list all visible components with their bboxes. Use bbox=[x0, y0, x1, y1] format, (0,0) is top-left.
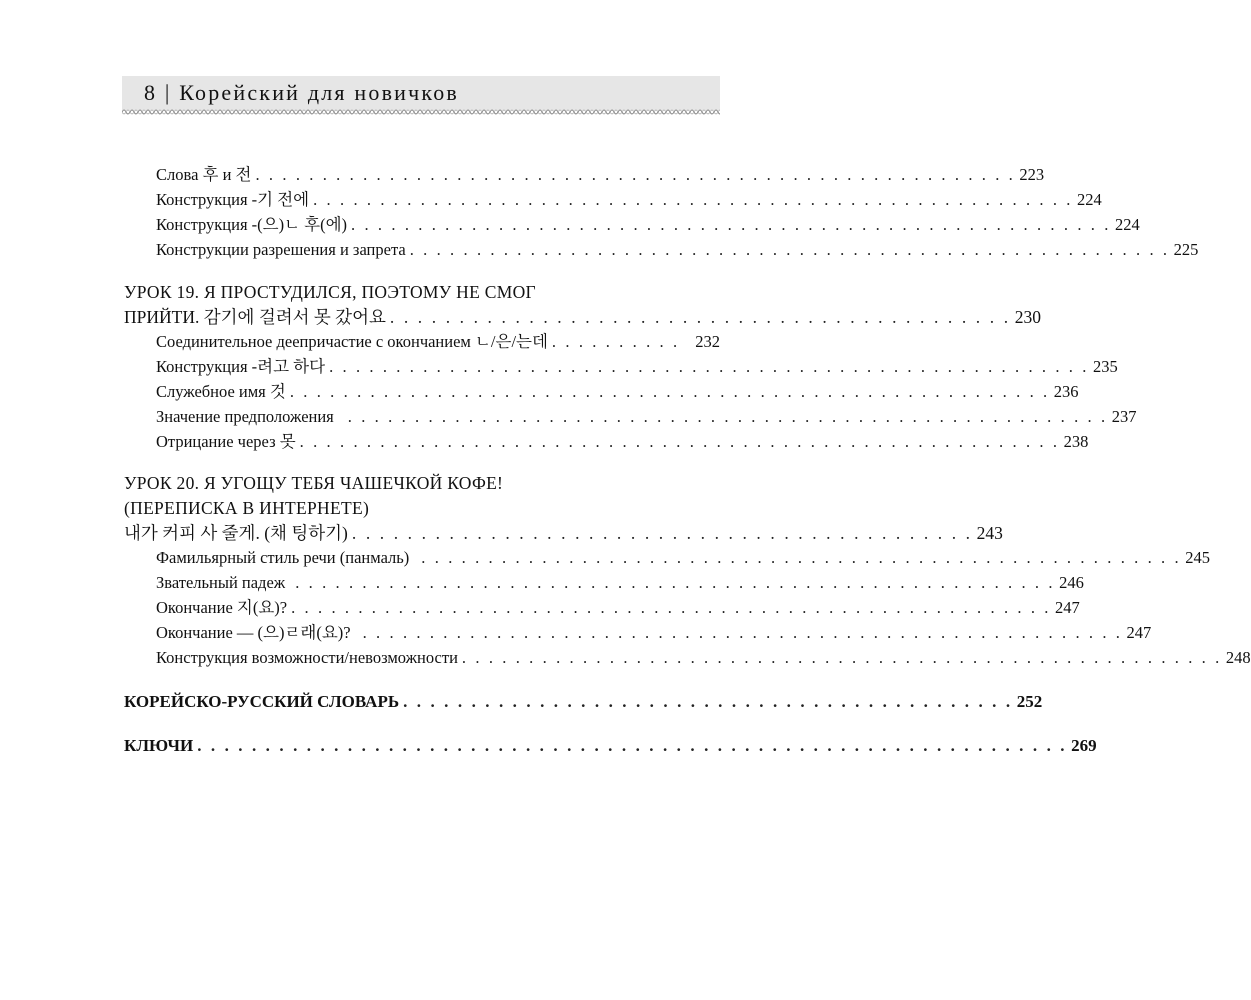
toc-entry bbox=[156, 331, 720, 353]
toc-entry-page: 237 bbox=[1111, 407, 1137, 426]
toc-leader-dots: . . . . . . . . . . . . . . . . . . . . . . . . . . . . . . . . . . . . . . . . . . . . . bbox=[351, 523, 973, 543]
toc-leader-dots: . . . . . . . . . . . . . . . . . . . . . . . . . . . . . . . . . . . . . . . . . . . . . . . . . . . . . . . . . bbox=[421, 548, 1182, 567]
toc-entry bbox=[156, 622, 1152, 644]
toc-entry-page: 245 bbox=[1185, 548, 1210, 567]
toc-entry-label: Фамильярный стиль речи (панмаль) bbox=[156, 548, 410, 567]
toc-entry-page: 238 bbox=[1063, 432, 1089, 451]
toc-leader-dots: . . . . . . . . . . . . . . . . . . . . . . . . . . . . . . . . . . . . . . . . . . . . . . . . . . . . . . . . . bbox=[313, 190, 1074, 209]
toc-leader-dots: . . . . . . . . . . . . . . . . . . . . . . . . . . . . . . . . . . . . . . . . . . . . . bbox=[389, 307, 1011, 327]
toc-entry-page: 248 bbox=[1225, 648, 1251, 667]
toc-entry bbox=[156, 356, 1118, 378]
toc-entry bbox=[156, 572, 1084, 594]
toc-entry-label: Звательный падеж bbox=[156, 573, 286, 592]
toc-keys-entry bbox=[124, 735, 1097, 757]
toc-entry-label: Конструкция возможности/невозможности bbox=[156, 648, 458, 667]
toc-leader-dots: . . . . . . . . . . . . . . . . . . . . . . . . . . . . . . . . . . . . . . . . . . . . . . . . . . . . . . . . . bbox=[299, 432, 1060, 451]
toc-entry bbox=[156, 597, 1080, 619]
toc-entry-label: Отрицание через 못 bbox=[156, 432, 296, 451]
toc-leader-dots: . . . . . . . . . . . . . . . . . . . . . . . . . . . . . . . . . . . . . . . . . . . . . . . . . . . . . . . . . bbox=[295, 573, 1056, 592]
toc-lesson-entry bbox=[124, 521, 1003, 545]
header-page-number: 8 bbox=[144, 80, 158, 105]
toc-leader-dots: . . . . . . . . . . bbox=[551, 332, 680, 351]
toc-entry-page: 243 bbox=[976, 523, 1003, 543]
toc-entry-label: Соединительное деепричастие с окончанием ㄴ/은/는데 bbox=[156, 332, 548, 351]
toc-leader-dots: . . . . . . . . . . . . . . . . . . . . . . . . . . . . . . . . . . . . . . . . . . . . . . . . . . . . . . . . . bbox=[362, 623, 1123, 642]
header-separator: | bbox=[164, 80, 172, 105]
toc-entry-page: 223 bbox=[1019, 165, 1045, 184]
toc-leader-dots: . . . . . . . . . . . . . . . . . . . . . . . . . . . . . . . . . . . . . . . . . . . . . . . . . . . . . . . . . bbox=[351, 215, 1111, 234]
toc-entry bbox=[156, 431, 1089, 453]
toc-entry bbox=[156, 547, 1210, 569]
toc-leader-dots: . . . . . . . . . . . . . . . . . . . . . . . . . . . . . . . . . . . . . . . . . . . . . . . . . . . . . . . . . . . . . . . . bbox=[197, 736, 1068, 755]
toc-entry-page: 246 bbox=[1059, 573, 1084, 592]
toc-entry-page: 225 bbox=[1173, 240, 1199, 259]
toc-entry-page: 230 bbox=[1014, 307, 1041, 327]
toc-leader-dots: . . . . . . . . . . . . . . . . . . . . . . . . . . . . . . . . . . . . . . . . . . . . . . . . . . . . . . . . . bbox=[291, 598, 1052, 617]
toc-entry bbox=[156, 164, 1045, 186]
toc-entry bbox=[156, 381, 1079, 403]
toc-leader-dots: . . . . . . . . . . . . . . . . . . . . . . . . . . . . . . . . . . . . . . . . . . . . . . . . . . . . . . . . . bbox=[347, 407, 1108, 426]
toc-entry-label: КЛЮЧИ bbox=[124, 736, 194, 755]
toc-entry-label: КОРЕЙСКО-РУССКИЙ СЛОВАРЬ bbox=[124, 692, 400, 711]
toc-leader-dots: . . . . . . . . . . . . . . . . . . . . . . . . . . . . . . . . . . . . . . . . . . . . . bbox=[403, 692, 1013, 711]
toc-leader-dots: . . . . . . . . . . . . . . . . . . . . . . . . . . . . . . . . . . . . . . . . . . . . . . . . . . . . . . . . . bbox=[329, 357, 1089, 376]
toc-entry bbox=[156, 214, 1140, 236]
lesson-20-subtitle: (ПЕРЕПИСКА В ИНТЕРНЕТЕ) bbox=[124, 498, 370, 518]
header-text bbox=[144, 80, 459, 106]
toc-entry bbox=[156, 189, 1102, 211]
toc-leader-dots: . . . . . . . . . . . . . . . . . . . . . . . . . . . . . . . . . . . . . . . . . . . . . . . . . . . . . . . . . bbox=[409, 240, 1170, 259]
toc-entry-label: Конструкции разрешения и запрета bbox=[156, 240, 406, 259]
toc-entry bbox=[156, 239, 1199, 261]
lesson-19-title: УРОК 19. Я ПРОСТУДИЛСЯ, ПОЭТОМУ НЕ СМОГ bbox=[124, 282, 536, 302]
toc-leader-dots: . . . . . . . . . . . . . . . . . . . . . . . . . . . . . . . . . . . . . . . . . . . . . . . . . . . . . . . . . bbox=[461, 648, 1222, 667]
header-wave-border bbox=[122, 108, 720, 116]
toc-entry-page: 269 bbox=[1071, 736, 1097, 755]
toc-entry-label: Значение предположения bbox=[156, 407, 334, 426]
header-title: Корейский для новичков bbox=[179, 80, 459, 105]
toc-entry-label: Конструкция -기 전에 bbox=[156, 190, 310, 209]
toc-entry bbox=[156, 647, 1251, 669]
toc-entry-page: 247 bbox=[1126, 623, 1152, 642]
toc-entry-label: Служебное имя 것 bbox=[156, 382, 286, 401]
toc-entry-label: Окончание — (으)ㄹ래(요)? bbox=[156, 623, 351, 642]
toc-entry-page: 235 bbox=[1093, 357, 1118, 376]
toc-entry-label: Окончание 지(요)? bbox=[156, 598, 288, 617]
lesson-20-korean-title: 내가 커피 사 줄게. (채 팅하기) bbox=[124, 523, 348, 543]
toc-entry-label: Конструкция -려고 하다 bbox=[156, 357, 326, 376]
toc-entry bbox=[156, 406, 1137, 428]
toc-entry-page: 252 bbox=[1016, 692, 1043, 711]
toc-lesson-entry bbox=[124, 305, 1041, 329]
toc-entry-page: 224 bbox=[1114, 215, 1140, 234]
lesson-20-title: УРОК 20. Я УГОЩУ ТЕБЯ ЧАШЕЧКОЙ КОФЕ! bbox=[124, 473, 504, 493]
toc-entry-page: 224 bbox=[1077, 190, 1102, 209]
lesson-19-title-continued: ПРИЙТИ. 감기에 걸려서 못 갔어요 bbox=[124, 307, 386, 327]
toc-leader-dots: . . . . . . . . . . . . . . . . . . . . . . . . . . . . . . . . . . . . . . . . . . . . . . . . . . . . . . . . . bbox=[255, 165, 1016, 184]
running-header bbox=[122, 76, 720, 110]
toc-dictionary-entry bbox=[124, 691, 1043, 713]
toc-entry-page: 247 bbox=[1055, 598, 1080, 617]
toc-entry-label: Конструкция -(으)ㄴ 후(에) bbox=[156, 215, 348, 234]
toc-entry-label: Слова 후 и 전 bbox=[156, 165, 252, 184]
toc-entry-page: 236 bbox=[1053, 382, 1079, 401]
toc-entry-page: 232 bbox=[695, 332, 720, 351]
toc-leader-dots: . . . . . . . . . . . . . . . . . . . . . . . . . . . . . . . . . . . . . . . . . . . . . . . . . . . . . . . . . bbox=[289, 382, 1050, 401]
